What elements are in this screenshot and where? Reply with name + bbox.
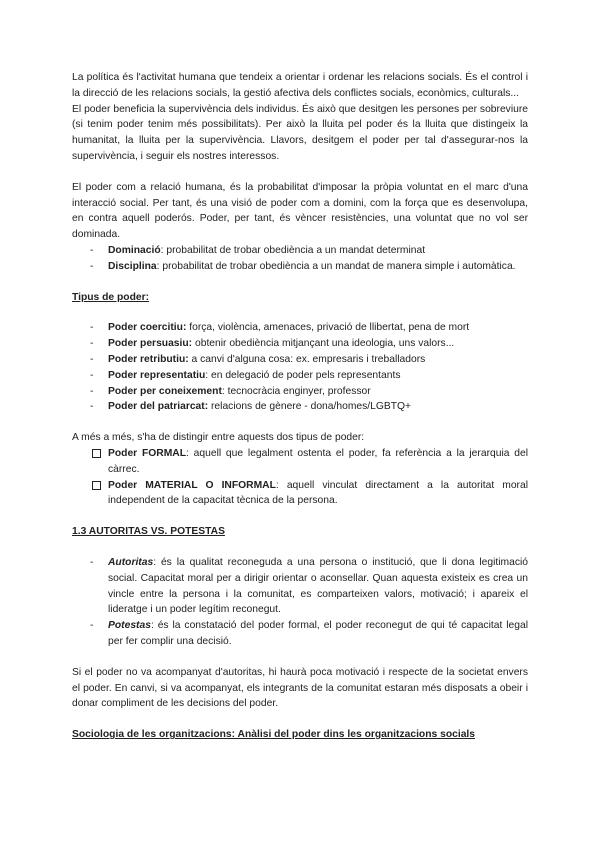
list-item-term: Poder representatiu xyxy=(108,369,206,381)
list-item-text: : en delegació de poder pels representants xyxy=(205,369,401,381)
list-item-term: Dominació xyxy=(108,244,161,256)
list-item-term: Disciplina xyxy=(108,260,157,272)
list-item-text: obtenir obediència mitjançant una ideologia, uns valors... xyxy=(192,338,455,350)
intro-paragraph-3: El poder com a relació humana, és la probabilitat d'imposar la pròpia voluntat en el marc d'una interacció social. Per tant, és una visió de poder com a domini, com la força que es desenvolupa, en contra aquell poderós. Poder, per tant, és vèncer resistències, una voluntat que no vol ser dominada. xyxy=(72,181,528,241)
list-item xyxy=(72,243,528,259)
list-item-text: : probabilitat de trobar obediència a un mandat de manera simple i automàtica. xyxy=(156,260,516,272)
list-item xyxy=(72,618,528,650)
checklist-item-term: Poder FORMAL xyxy=(108,447,187,459)
checklist-item-text: : aquell vinculat directament a la autoritat moral independent de la capacitat tècnica de la persona. xyxy=(108,479,528,507)
list-item-text: : tecnocràcia enginyer, professor xyxy=(221,385,371,397)
autoritas-list xyxy=(72,555,528,650)
section-heading-autoritas: 1.3 AUTORITAS VS. POTESTAS xyxy=(72,526,225,538)
checkbox[interactable] xyxy=(92,449,101,458)
final-heading: Sociologia de les organitzacions: Anàlisi del poder dins les organitzacions socials xyxy=(72,729,476,741)
intro-paragraph-1: La política és l'activitat humana que tendeix a orientar i ordenar les relacions socials. És el control i la direcció de les relacions socials, la gestió afectiva dels conflictes socials, econòmics, culturals... xyxy=(72,72,528,99)
list-item-term: Poder del patriarcat: xyxy=(108,401,209,413)
list-item-text: : probabilitat de trobar obediència a un mandat determinat xyxy=(160,244,426,256)
types-heading: Tipus de poder: xyxy=(72,291,150,303)
list-item xyxy=(72,555,528,618)
list-item xyxy=(72,352,528,368)
list-item-term: Potestas xyxy=(108,620,151,632)
list-item-term: Poder per coneixement xyxy=(108,385,222,397)
list-item-term: Autoritas xyxy=(108,556,154,568)
closing-paragraph: Si el poder no va acompanyat d'autoritas, hi haurà poca motivació i respecte de la societat envers el poder. En canvi, si va acompanyat, els integrants de la comunitat estaran més disposats a obeir i donar compliment de les decisions del poder. xyxy=(72,666,528,710)
list-item-term: Poder persuasiu: xyxy=(108,338,193,350)
list-item-text: : és la qualitat reconeguda a una persona o institució, que li dona legitimació social. Capacitat moral per a dirigir orientar o aconsellar. Quan aquesta existeix es crea un vincle entre la persona i la comunitat, es comparteixen valors, motivació; i apareix el lideratge i un poder legítim reconegut. xyxy=(108,556,528,616)
types-list xyxy=(72,320,528,415)
checkbox-list xyxy=(72,446,528,509)
list-item-text: relacions de gènere - dona/homes/LGBTQ+ xyxy=(208,401,412,413)
list-item-text: força, violència, amenaces, privació de llibertat, pena de mort xyxy=(186,322,470,334)
document-page xyxy=(72,70,528,743)
list-item xyxy=(72,399,528,415)
list-item-term: Poder coercitiu: xyxy=(108,322,187,334)
list-item xyxy=(72,336,528,352)
list-item-term: Poder retributiu: xyxy=(108,353,189,365)
intro-paragraph-2: El poder beneficia la supervivència dels individus. És això que desitgen les persones per sobreviure (si tenim poder tenim més possibilitats). Per això la lluita pel poder és la lluita que distingeix la humanitat, la lluita per la supervivència. Llavors, desitgem el poder per tal d'assegurar-nos la supervivència, i seguir els nostres interessos. xyxy=(72,103,528,162)
list-item-text: : és la constatació del poder formal, el poder reconegut de qui té capacitat legal per fer complir una decisió. xyxy=(108,620,528,647)
list-item-text: a canvi d'alguna cosa: ex. empresaris i treballadors xyxy=(188,353,426,365)
relation-list xyxy=(72,243,528,275)
list-item xyxy=(72,259,528,275)
checklist-item xyxy=(72,478,528,510)
checklist-item xyxy=(72,446,528,478)
checklist-item-text: : aquell que legalment ostenta el poder, fa referència a la jerarquia del càrrec. xyxy=(108,447,528,475)
list-item xyxy=(72,320,528,336)
checkbox[interactable] xyxy=(92,481,101,490)
list-item xyxy=(72,368,528,384)
checklist-item-term: Poder MATERIAL O INFORMAL xyxy=(108,479,276,491)
list-item xyxy=(72,384,528,400)
distinguish-paragraph: A més a més, s'ha de distingir entre aquests dos tipus de poder: xyxy=(72,432,365,444)
